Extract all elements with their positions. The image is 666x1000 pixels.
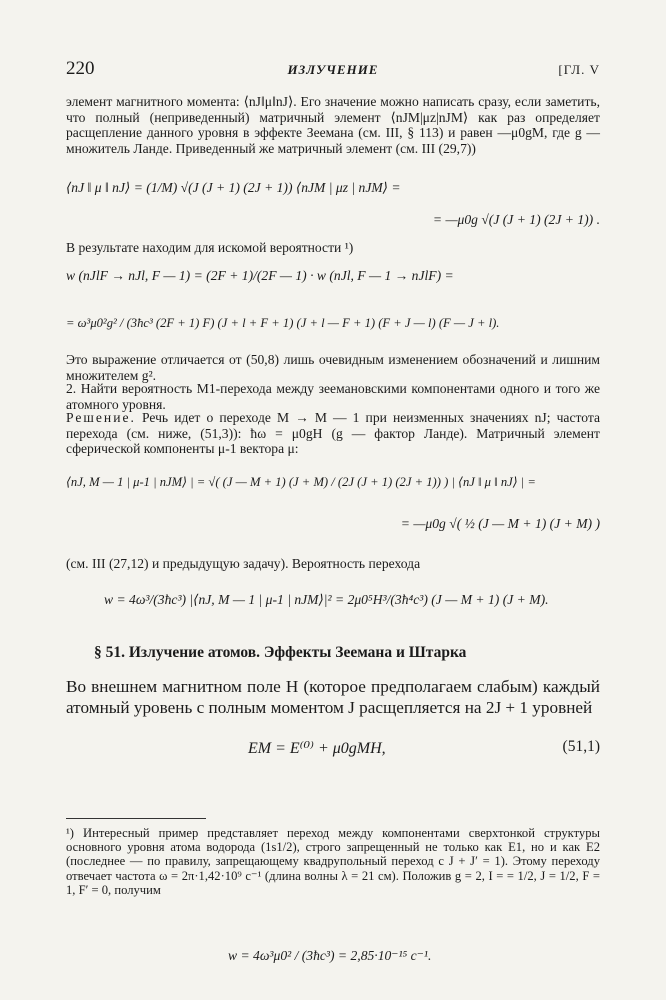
paragraph-matrix-element: элемент магнитного момента: ⟨nJ‖μ‖nJ⟩. Его значение можно написать сразу, если заметить, что полный (неприведенный) матричный элемент ⟨nJM|μz|nJM⟩ как раз определяет расщепление данного уровня в эффекте Зеемана (см. III, § 113) и равен —μ0gM, где g — множитель Ланде. Приведенный же матричный элемент (см. III (29,7)) <box>66 94 600 156</box>
paragraph-zeeman-splitting: Во внешнем магнитном поле H (которое предполагаем слабым) каждый атомный уровень с полным моментом J расщепляется на 2J + 1 уровней <box>66 677 600 717</box>
solution-label: Решение. <box>66 410 136 425</box>
problem-2-statement: 2. Найти вероятность M1-перехода между зеемановскими компонентами одного и того же атомного уровня. <box>66 381 600 412</box>
solution-text: Речь идет о переходе M → M — 1 при неизменных значениях nJ; частота перехода (см. ниже, (51,3)): ħω = μ0gH (g — фактор Ланде). Матричный элемент сферической компоненты μ-1 вектора μ: <box>66 410 600 456</box>
equation-probability-line2: = ω³μ0²g² / (3ħc³ (2F + 1) F) (J + l + F + 1) (J + l — F + 1) (F + J — l) (F — J + l). <box>66 316 500 330</box>
problem-2-solution <box>66 410 600 457</box>
page-number: 220 <box>66 58 95 79</box>
equation-hydrogen-probability: w = 4ω³μ0² / (3ħc³) = 2,85·10⁻¹⁵ с⁻¹. <box>228 948 432 963</box>
footnote-rule <box>66 818 206 819</box>
paragraph-probability-intro: В результате находим для искомой вероятности ¹) <box>66 240 354 255</box>
equation-probability-line1: w (nJlF → nJl, F — 1) = (2F + 1)/(2F — 1) · w (nJl, F — 1 → nJlF) = <box>66 268 454 283</box>
section-heading: § 51. Излучение атомов. Эффекты Зеемана и Штарка <box>94 644 467 661</box>
paragraph-notation-remark: Это выражение отличается от (50,8) лишь очевидным изменением обозначений и лишним множителем g². <box>66 352 600 383</box>
equation-reduced-element-line2: = —μ0g √(J (J + 1) (2J + 1)) . <box>432 212 600 227</box>
equation-spherical-component-line1: ⟨nJ, M — 1 | μ-1 | nJM⟩ | = √( (J — M + 1) (J + M) / (2J (J + 1) (2J + 1)) ) | ⟨nJ ‖ μ ‖ nJ⟩ | = <box>66 475 536 489</box>
running-header <box>66 58 600 82</box>
equation-number: (51,1) <box>562 738 600 755</box>
footnote: ¹) Интересный пример представляет переход между компонентами сверхтонкой структуры основного уровня атома водорода (1s1/2), строго запрещенный не только как E1, но и как E2 (последнее — по правилу, запрещающему квадрупольный переход с J + J′ = 1). Этому переходу отвечает частота ω = 2π·1,42·10⁹ с⁻¹ (длина волны λ = 21 см). Положив g = 2, I = = 1/2, J = 1/2, F = 1, F′ = 0, получим <box>66 826 600 897</box>
equation-spherical-component-line2: = —μ0g √( ½ (J — M + 1) (J + M) ) <box>400 516 600 531</box>
chapter-label: [ГЛ. V <box>558 62 600 77</box>
equation-reduced-element-line1: ⟨nJ ‖ μ ‖ nJ⟩ = (1/M) √(J (J + 1) (2J + 1)) ⟨nJM | μz | nJM⟩ = <box>66 180 401 195</box>
running-title: ИЗЛУЧЕНИЕ <box>287 62 379 77</box>
equation-transition-probability: w = 4ω³/(3ħc³) |⟨nJ, M — 1 | μ-1 | nJM⟩|² = 2μ0⁵H³/(3ħ⁴c³) (J — M + 1) (J + M). <box>104 592 549 607</box>
paragraph-transition-probability: (см. III (27,12) и предыдущую задачу). Вероятность перехода <box>66 556 421 571</box>
equation-zeeman-levels: EM = E⁽⁰⁾ + μ0gMH, <box>248 740 386 757</box>
